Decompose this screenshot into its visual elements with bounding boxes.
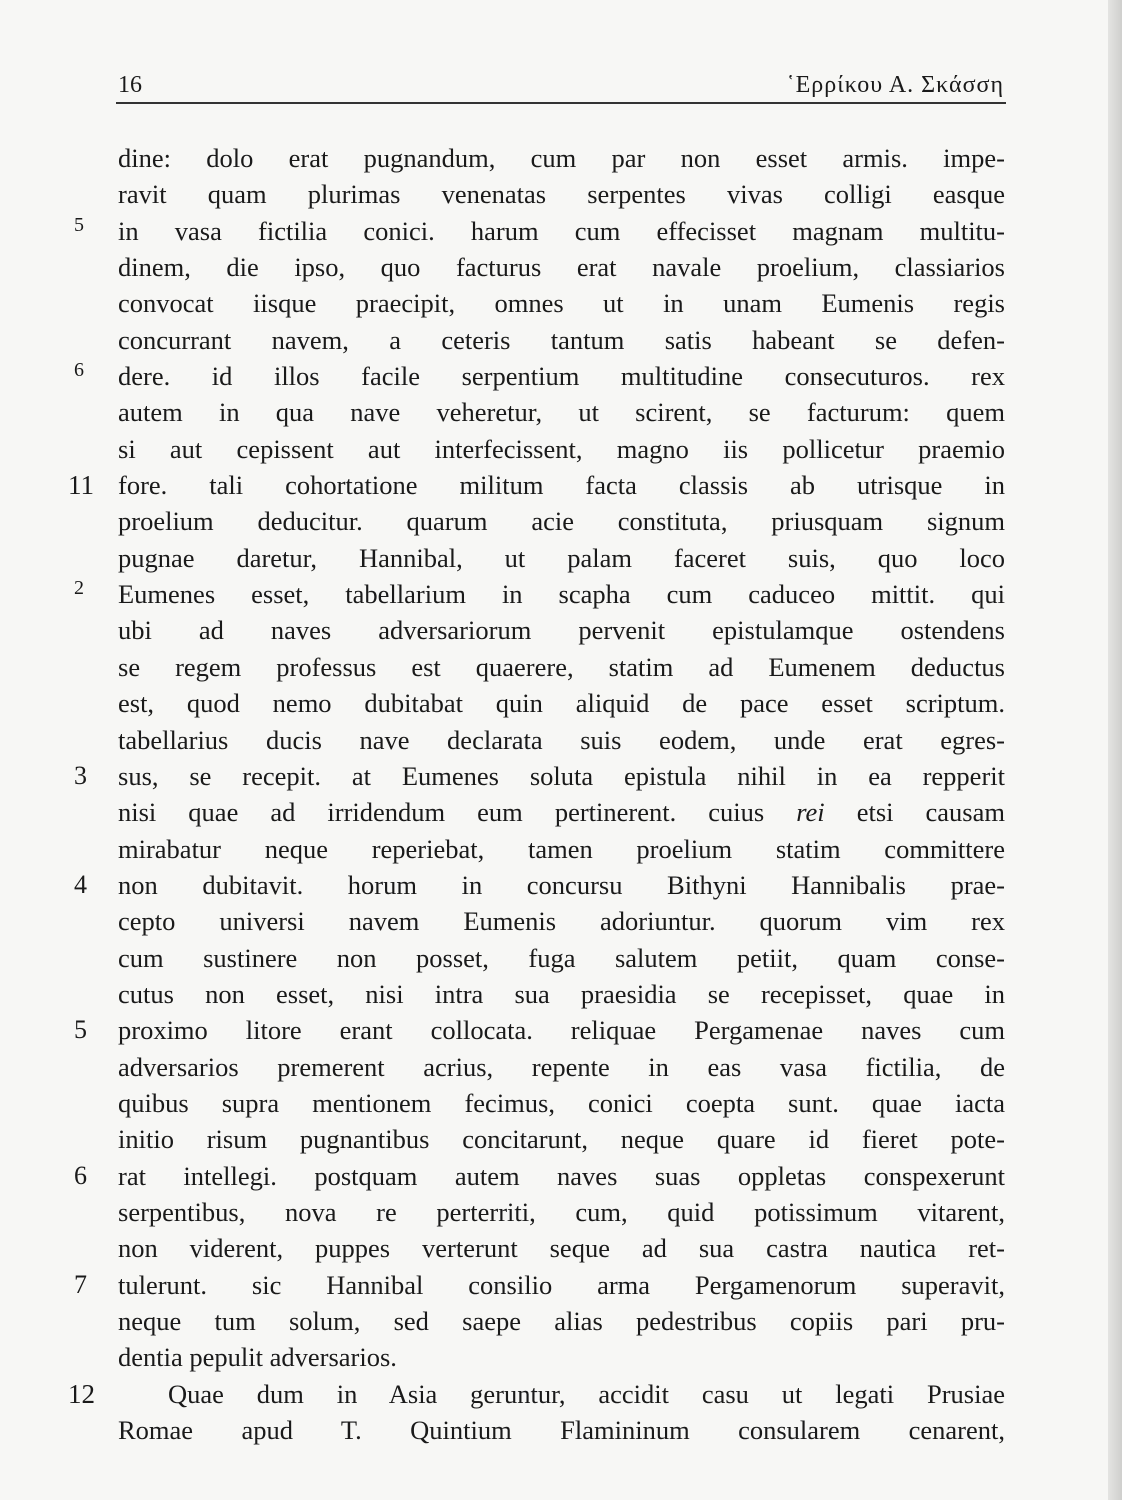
text-line: Romae apud T. Quintium Flamininum consularem cenarent, [118, 1415, 1005, 1446]
text-line: dine: dolo erat pugnandum, cum par non esset armis. impe- [118, 143, 1005, 173]
running-head-author: ῾Ερρίκου Α. Σκάσση [786, 72, 1004, 98]
text-line: non viderent, puppes verterunt seque ad sua castra nautica ret- [118, 1233, 1005, 1264]
section-marker: 6 [74, 359, 84, 382]
section-marker: 5 [74, 1015, 87, 1045]
header-rule [116, 102, 1006, 104]
text-line: 6 dere. id illos facile serpentium multitudine consecuturos. rex [118, 358, 1005, 394]
chapter-marker: 12 [68, 1378, 95, 1409]
text-line: est, quod nemo dubitabat quin aliquid de pace esset scriptum. [118, 688, 1005, 719]
chapter-marker: 11 [68, 470, 94, 501]
text-line: ravit quam plurimas venenatas serpentes vivas colligi easque [118, 179, 1005, 210]
text-line: 5 proximo litore erant collocata. reliquae Pergamenae naves cum [118, 1012, 1005, 1048]
section-marker: 2 [74, 577, 84, 600]
text-line: concurrant navem, a ceteris tantum satis habeant se defen- [118, 324, 1005, 355]
text-line: 4 non dubitavit. horum in concursu Bithyni Hannibalis prae- [118, 867, 1005, 903]
text-line: dinem, die ipso, quo facturus erat navale proelium, classiarios [118, 252, 1005, 283]
text-line: neque tum solum, sed saepe alias pedestribus copiis pari pru- [118, 1306, 1005, 1336]
text-line: si aut cepissent aut interfecissent, magno iis pollicetur praemio [118, 433, 1005, 464]
text-line: 12 Quae dum in Asia geruntur, accidit casu ut legati Prusiae [118, 1376, 1005, 1412]
text-line: 3 sus, se recepit. at Eumenes soluta epistula nihil in ea repperit [118, 758, 1005, 794]
text-line: cutus non esset, nisi intra sua praesidia se recepisset, quae in [118, 978, 1005, 1009]
text-line: proelium deducitur. quarum acie constituta, priusquam signum [118, 506, 1005, 537]
text-line: quibus supra mentionem fecimus, conici coepta sunt. quae iacta [118, 1087, 1005, 1118]
text-line: dentia pepulit adversarios. [118, 1342, 397, 1373]
text-line: 7 tulerunt. sic Hannibal consilio arma Pergamenorum superavit, [118, 1267, 1005, 1303]
running-head [118, 72, 1004, 102]
text-line: initio risum pugnantibus concitarunt, neque quare id fieret pote- [118, 1124, 1005, 1155]
body-text [68, 140, 1005, 1448]
text-line: nisi quae ad irridendum eum pertinerent. cuius rei etsi causam [118, 797, 1005, 828]
text-line: 5 in vasa fictilia conici. harum cum effecisset magnam multitu- [118, 213, 1005, 249]
text-line: 6 rat intellegi. postquam autem naves suas oppletas conspexerunt [118, 1158, 1005, 1194]
page-number: 16 [118, 72, 142, 98]
section-marker: 4 [74, 869, 87, 899]
text-line: cum sustinere non posset, fuga salutem petiit, quam conse- [118, 942, 1005, 973]
text-line: tabellarius ducis nave declarata suis eodem, unde erat egres- [118, 724, 1005, 755]
section-marker: 3 [74, 760, 87, 790]
text-line: mirabatur neque reperiebat, tamen proelium statim committere [118, 833, 1005, 864]
text-line: convocat iisque praecipit, omnes ut in unam Eumenis regis [118, 288, 1005, 319]
section-marker: 5 [74, 213, 84, 236]
section-marker: 7 [74, 1269, 87, 1299]
text-line: cepto universi navem Eumenis adoriuntur. quorum vim rex [118, 906, 1005, 937]
page-edge [1108, 0, 1122, 1500]
text-line: pugnae daretur, Hannibal, ut palam faceret suis, quo loco [118, 542, 1005, 573]
text-line: ubi ad naves adversariorum pervenit epistulamque ostendens [118, 615, 1005, 646]
section-marker: 6 [74, 1160, 87, 1190]
text-line: se regem professus est quaerere, statim ad Eumenem deductus [118, 651, 1005, 682]
text-line: 11 fore. tali cohortatione militum facta classis ab utrisque in [118, 467, 1005, 503]
text-line: adversarios premerent acrius, repente in eas vasa fictilia, de [118, 1051, 1005, 1082]
text-line: serpentibus, nova re perterriti, cum, quid potissimum vitarent, [118, 1196, 1005, 1227]
text-line: 2 Eumenes esset, tabellarium in scapha cum caduceo mittit. qui [118, 576, 1005, 612]
text-line: autem in qua nave veheretur, ut scirent, se facturum: quem [118, 397, 1005, 428]
